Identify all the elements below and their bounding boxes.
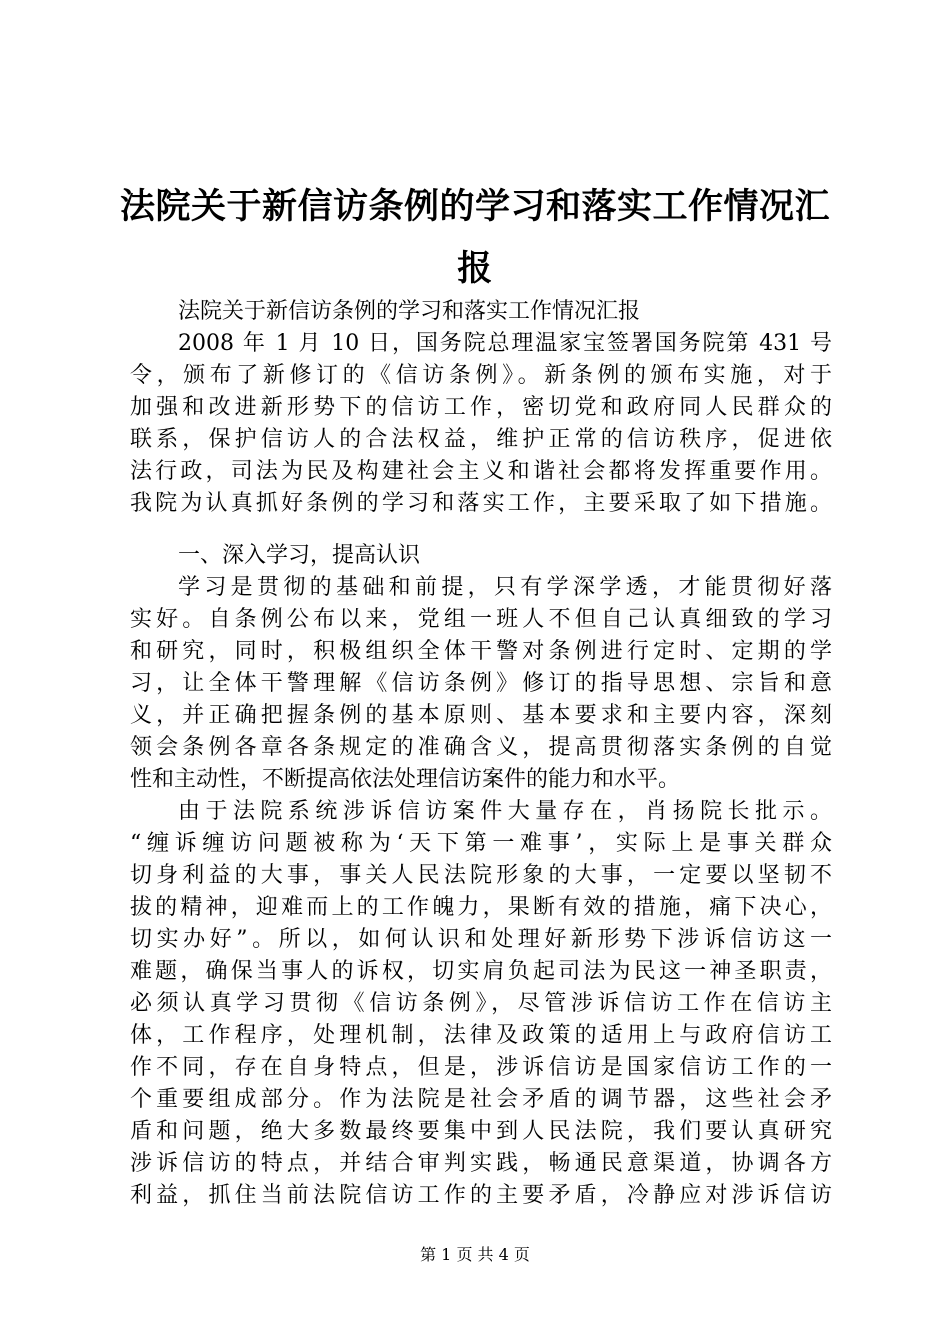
paragraph-line: 和研究，同时，积极组织全体干警对条例进行定时、定期的学 bbox=[130, 639, 832, 664]
document-title bbox=[120, 176, 830, 300]
intro-paragraph bbox=[130, 328, 832, 520]
paragraph-line: 由于法院系统涉诉信访案件大量存在，肖扬院长批示。 bbox=[178, 799, 832, 824]
page-footer bbox=[0, 1244, 950, 1266]
paragraph-line: 加强和改进新形势下的信访工作，密切党和政府同人民群众的 bbox=[130, 395, 832, 420]
paragraph-line: 拔的精神，迎难而上的工作魄力，果断有效的措施，痛下决心， bbox=[130, 895, 832, 920]
paragraph-line: 难题，确保当事人的诉权，切实肩负起司法为民这一神圣职责， bbox=[130, 959, 832, 984]
paragraph-line: 令，颁布了新修订的《信访条例》。新条例的颁布实施，对于 bbox=[130, 363, 832, 388]
page-number: 第 1 页 共 4 页 bbox=[420, 1245, 530, 1264]
section1-paragraph-1 bbox=[130, 572, 832, 796]
paragraph-line: 体，工作程序，处理机制，法律及政策的适用上与政府信访工 bbox=[130, 1023, 832, 1048]
paragraph-line: 涉诉信访的特点，并结合审判实践，畅通民意渠道，协调各方 bbox=[130, 1151, 832, 1176]
paragraph-line: 必须认真学习贯彻《信访条例》，尽管涉诉信访工作在信访主 bbox=[130, 991, 832, 1016]
paragraph-line: 联系，保护信访人的合法权益，维护正常的信访秩序，促进依 bbox=[130, 427, 832, 452]
paragraph-line: 义，并正确把握条例的基本原则、基本要求和主要内容，深刻 bbox=[130, 703, 832, 728]
paragraph-line: 习，让全体干警理解《信访条例》修订的指导思想、宗旨和意 bbox=[130, 671, 832, 696]
paragraph-line: 领会条例各章各条规定的准确含义，提高贯彻落实条例的自觉 bbox=[130, 735, 832, 760]
title-line-2: 报 bbox=[457, 248, 493, 289]
paragraph-line: 2008 年 1 月 10 日，国务院总理温家宝签署国务院第 431 号 bbox=[178, 331, 832, 356]
section-heading: 一、深入学习，提高认识 bbox=[178, 543, 421, 568]
subtitle-line: 法院关于新信访条例的学习和落实工作情况汇报 bbox=[178, 299, 641, 324]
paragraph-line: 实好。自条例公布以来，党组一班人不但自己认真细致的学习 bbox=[130, 607, 832, 632]
paragraph-line: 作不同，存在自身特点，但是，涉诉信访是国家信访工作的一 bbox=[130, 1055, 832, 1080]
paragraph-spacer bbox=[130, 520, 832, 540]
paragraph-line: 学习是贯彻的基础和前提，只有学深学透，才能贯彻好落 bbox=[178, 575, 832, 600]
paragraph-line: 我院为认真抓好条例的学习和落实工作，主要采取了如下措施。 bbox=[130, 491, 832, 516]
paragraph-line: 切实办好”。所以，如何认识和处理好新形势下涉诉信访这一 bbox=[130, 927, 832, 952]
paragraph-line: 切身利益的大事，事关人民法院形象的大事，一定要以坚韧不 bbox=[130, 863, 832, 888]
paragraph-line: 盾和问题，绝大多数最终要集中到人民法院，我们要认真研究 bbox=[130, 1119, 832, 1144]
document-body bbox=[130, 296, 832, 1212]
paragraph-line: “缠诉缠访问题被称为‘天下第一难事’，实际上是事关群众 bbox=[130, 831, 832, 856]
paragraph-line: 个重要组成部分。作为法院是社会矛盾的调节器，这些社会矛 bbox=[130, 1087, 832, 1112]
paragraph-line: 性和主动性，不断提高依法处理信访案件的能力和水平。 bbox=[130, 767, 681, 792]
paragraph-line: 利益，抓住当前法院信访工作的主要矛盾，冷静应对涉诉信访 bbox=[130, 1183, 832, 1208]
paragraph-line: 法行政，司法为民及构建社会主义和谐社会都将发挥重要作用。 bbox=[130, 459, 832, 484]
title-line-1: 法院关于新信访条例的学习和落实工作情况汇 bbox=[120, 186, 831, 227]
section1-paragraph-2 bbox=[130, 796, 832, 1212]
